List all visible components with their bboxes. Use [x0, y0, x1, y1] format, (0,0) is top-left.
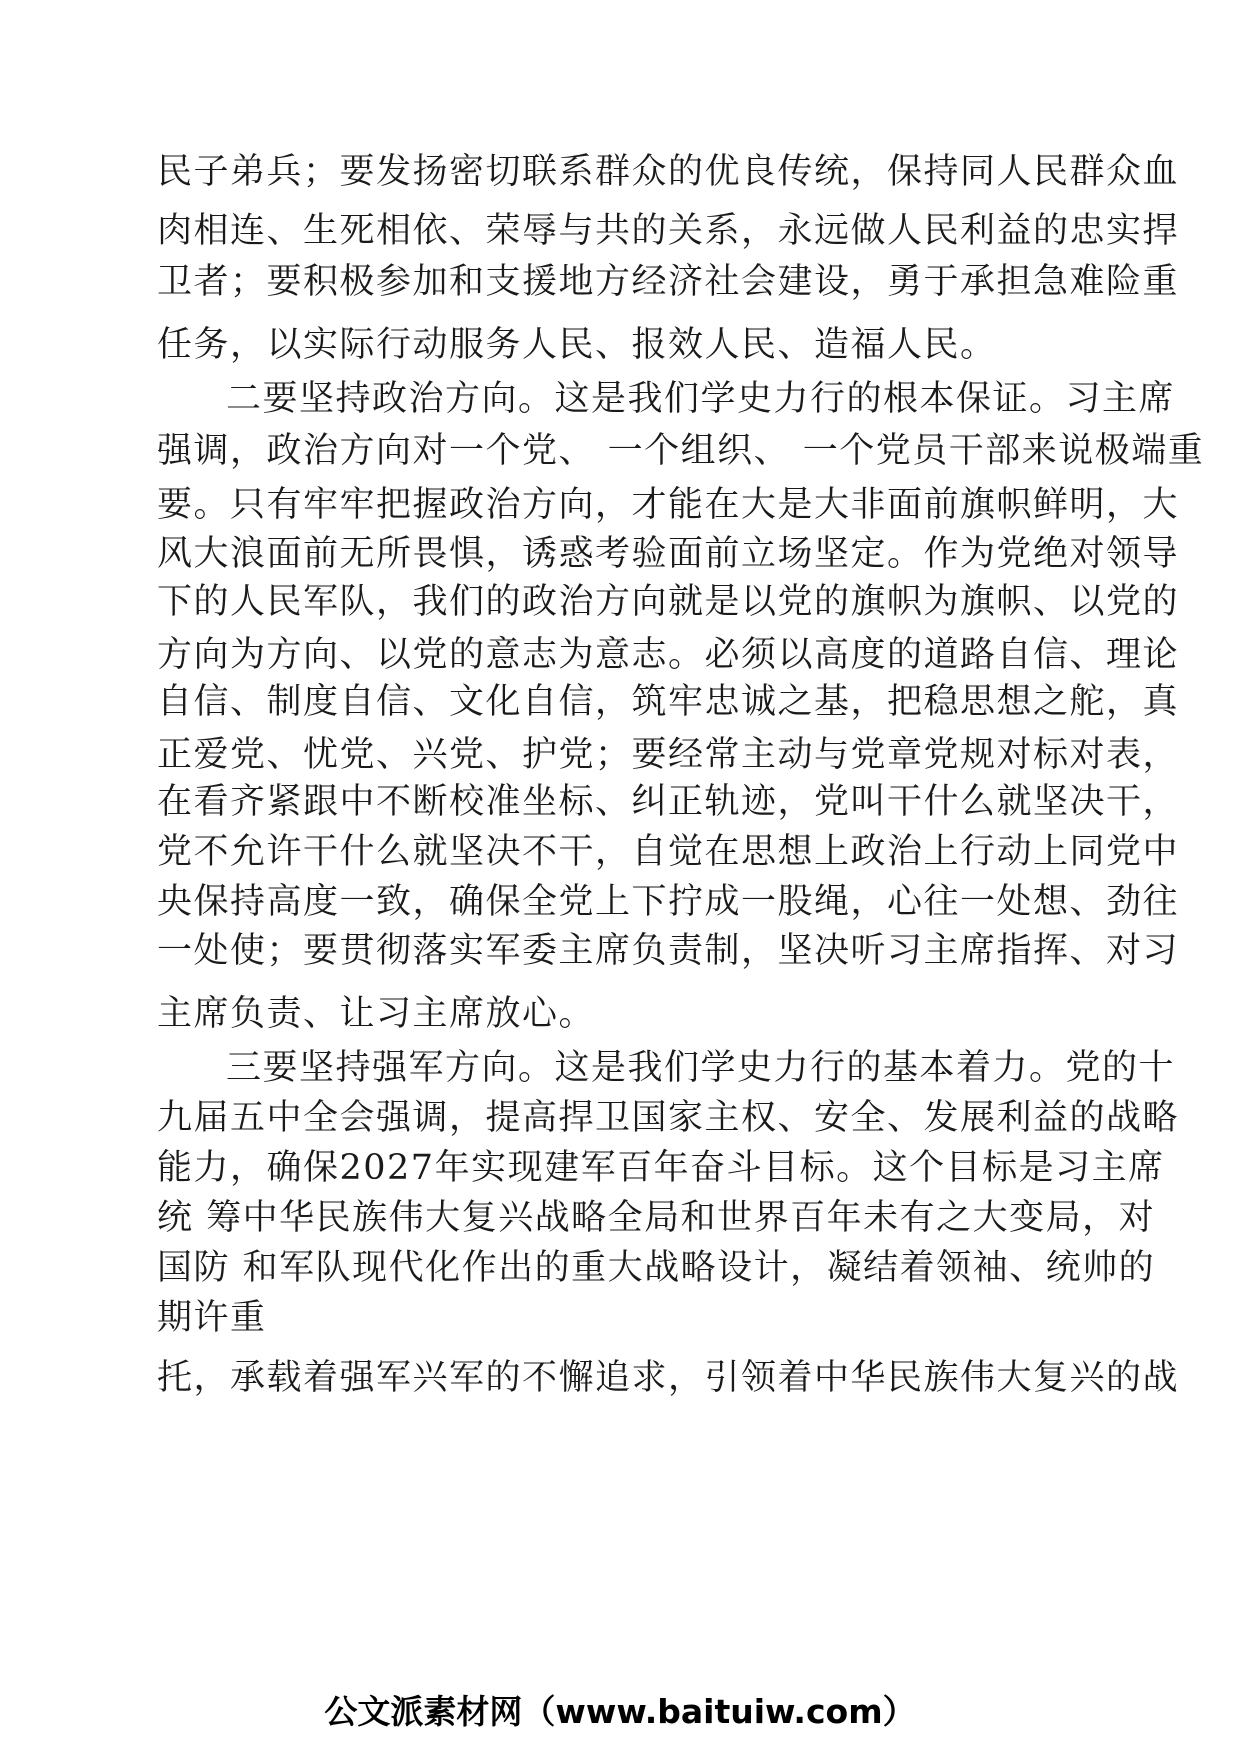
paragraph-2-first-line: 二要坚持政治方向。这是我们学史力行的根本保证。习主席: [226, 379, 1176, 419]
text-line-14: 党不允许干什么就坚决不干，自觉在思想上政治上行动上同党中: [157, 832, 1180, 872]
text-line-19: 九届五中全会强调，提高捍卫国家主权、安全、发展利益的战略: [157, 1098, 1180, 1138]
text-line-16: 一处使；要贯彻落实军委主席负责制，坚决听习主席指挥、对习: [157, 931, 1180, 971]
text-line-11: 自信、制度自信、文化自信，筑牢忠诚之基，把稳思想之舵，真: [157, 682, 1180, 722]
text-line-15: 央保持高度一致，确保全党上下拧成一股绳，心往一处想、劲往: [157, 882, 1180, 922]
text-line-17: 主席负责、让习主席放心。: [157, 994, 596, 1034]
footer-watermark: 公文派素材网（www.baituiw.com）: [324, 1692, 916, 1731]
text-line-21: 统 筹中华民族伟大复兴战略全局和世界百年未有之大变局，对: [157, 1198, 1156, 1238]
text-line-22: 国防 和军队现代化作出的重大战略设计，凝结着领袖、统帅的: [157, 1248, 1156, 1288]
text-line-3: 卫者；要积极参加和支援地方经济社会建设，勇于承担急难险重: [157, 262, 1180, 302]
text-line-8: 风大浪面前无所畏惧，诱惑考验面前立场坚定。作为党绝对领导: [157, 534, 1180, 574]
text-line-20: 能力，确保2027年实现建军百年奋斗目标。这个目标是习主席: [157, 1148, 1165, 1188]
text-line-2: 肉相连、生死相依、荣辱与共的关系，永远做人民利益的忠实捍: [157, 211, 1180, 251]
text-line-6: 强调，政治方向对一个党、 一个组织、 一个党员干部来说极端重: [157, 431, 1205, 471]
text-line-4: 任务，以实际行动服务人民、报效人民、造福人民。: [157, 325, 997, 365]
text-line-7: 要。只有牢牢把握政治方向，才能在大是大非面前旗帜鲜明，大: [157, 485, 1180, 525]
text-line-13: 在看齐紧跟中不断校准坐标、纠正轨迹，党叫干什么就坚决干，: [157, 782, 1180, 822]
text-line-24: 托，承载着强军兴军的不懈追求，引领着中华民族伟大复兴的战: [157, 1358, 1180, 1398]
text-line-9: 下的人民军队，我们的政治方向就是以党的旗帜为旗帜、以党的: [157, 582, 1180, 622]
paragraph-3-first-line: 三要坚持强军方向。这是我们学史力行的基本着力。党的十: [226, 1048, 1176, 1088]
text-line-23: 期许重: [157, 1298, 267, 1338]
text-line-1: 民子弟兵；要发扬密切联系群众的优良传统，保持同人民群众血: [157, 152, 1180, 192]
text-line-12: 正爱党、忧党、兴党、护党；要经常主动与党章党规对标对表，: [157, 735, 1180, 775]
text-line-10: 方向为方向、以党的意志为意志。必须以高度的道路自信、理论: [157, 635, 1180, 675]
